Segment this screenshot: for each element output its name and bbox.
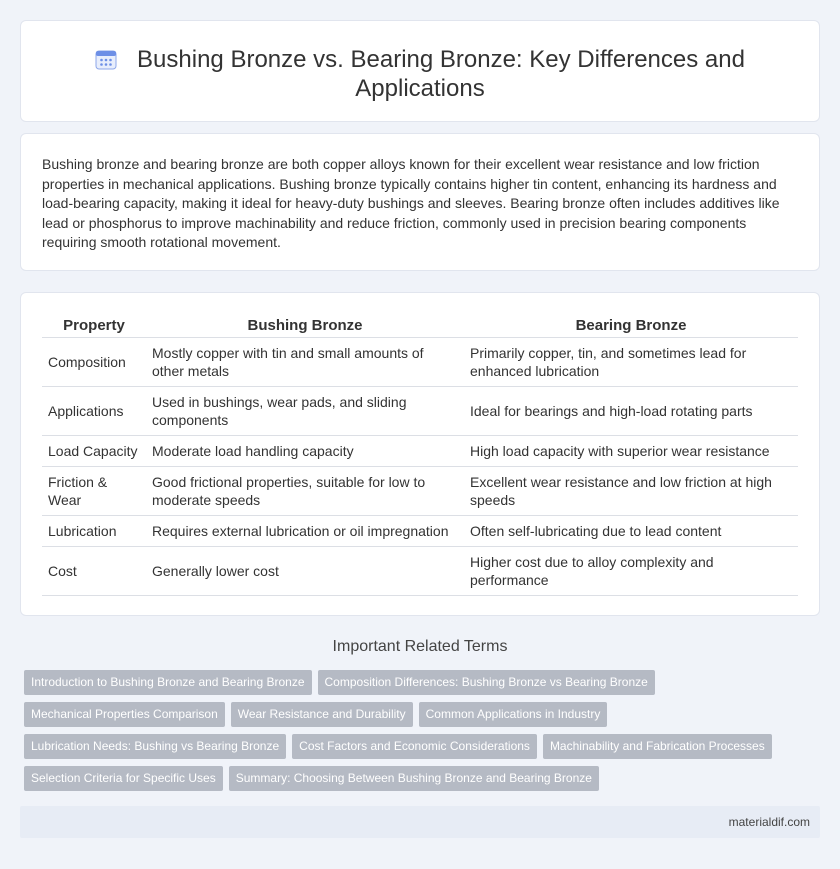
tag-row [24,734,804,766]
table-cell-bearing: Primarily copper, tin, and sometimes lead for enhanced lubrication [464,337,798,386]
column-header-property: Property [42,313,146,337]
table-cell-bushing: Moderate load handling capacity [146,435,464,466]
table-cell-bearing: Excellent wear resistance and low friction at high speeds [464,466,798,515]
related-term-tag[interactable]: Introduction to Bushing Bronze and Bearing Bronze [24,670,312,695]
page-title: Bushing Bronze vs. Bearing Bronze: Key Differences and Applications [137,46,745,102]
related-term-tag[interactable]: Selection Criteria for Specific Uses [24,766,223,791]
table-cell-property: Friction & Wear [42,466,146,515]
table-cell-bushing: Generally lower cost [146,546,464,595]
related-term-tag[interactable]: Summary: Choosing Between Bushing Bronze and Bearing Bronze [229,766,599,791]
intro-card [20,133,820,271]
column-header-bushing-bronze: Bushing Bronze [146,313,464,337]
table-row [42,515,798,546]
related-term-tag[interactable]: Common Applications in Industry [419,702,608,727]
related-term-tag[interactable]: Machinability and Fabrication Processes [543,734,772,759]
table-cell-bearing: Higher cost due to alloy complexity and performance [464,546,798,595]
table-row [42,466,798,515]
related-term-tag[interactable]: Cost Factors and Economic Considerations [292,734,537,759]
related-term-tag[interactable]: Mechanical Properties Comparison [24,702,225,727]
comparison-table-card [20,292,820,616]
table-header-row [42,313,798,337]
related-terms-list [24,670,804,798]
table-cell-property: Lubrication [42,515,146,546]
column-header-bearing-bronze: Bearing Bronze [464,313,798,337]
table-row [42,435,798,466]
intro-paragraph: Bushing bronze and bearing bronze are both copper alloys known for their excellent wear resistance and low friction properties in mechanical applications. Bushing bronze typically contains higher tin content, enhancing its hardness and load-bearing capacity, making it ideal for heavy-duty bushings and sleeves. Bearing bronze often includes additives like lead or phosphorus to improve machinability and reduce friction, commonly used in precision bearing components requiring smooth rotational movement. [42,156,780,250]
table-row [42,386,798,435]
footer-site-name[interactable]: materialdif.com [728,815,810,829]
footer-bar [20,806,820,838]
table-cell-bearing: Ideal for bearings and high-load rotating parts [464,386,798,435]
related-term-tag[interactable]: Wear Resistance and Durability [231,702,413,727]
table-cell-bushing: Mostly copper with tin and small amounts of other metals [146,337,464,386]
page-title-wrap [21,45,819,103]
related-term-tag[interactable]: Composition Differences: Bushing Bronze vs Bearing Bronze [318,670,655,695]
table-cell-property: Composition [42,337,146,386]
table-cell-bushing: Used in bushings, wear pads, and sliding components [146,386,464,435]
related-term-tag[interactable]: Lubrication Needs: Bushing vs Bearing Bronze [24,734,286,759]
table-row [42,337,798,386]
comparison-table [42,313,798,596]
table-cell-bushing: Good frictional properties, suitable for low to moderate speeds [146,466,464,515]
table-cell-property: Cost [42,546,146,595]
related-terms-heading: Important Related Terms [332,638,508,655]
table-cell-property: Load Capacity [42,435,146,466]
table-cell-bushing: Requires external lubrication or oil impregnation [146,515,464,546]
calendar-icon [95,48,117,70]
table-row [42,546,798,595]
table-cell-property: Applications [42,386,146,435]
table-cell-bearing: Often self-lubricating due to lead content [464,515,798,546]
tag-row [24,766,804,798]
tag-row [24,670,804,702]
tag-row [24,702,804,734]
header-card [20,20,820,122]
table-cell-bearing: High load capacity with superior wear resistance [464,435,798,466]
